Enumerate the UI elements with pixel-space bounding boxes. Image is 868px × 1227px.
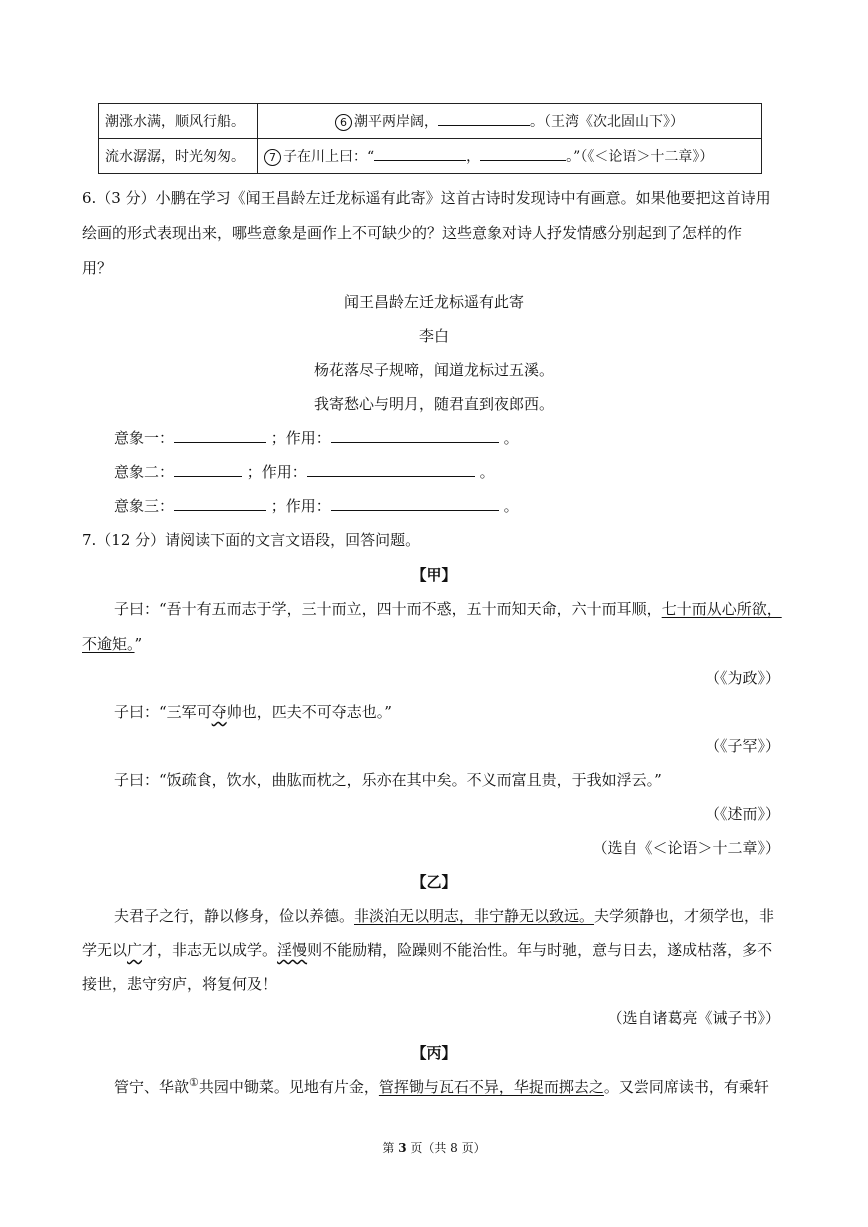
fill-blank[interactable]: [174, 462, 242, 477]
underlined-text: 管挥锄与瓦石不异，华捉而掷去之: [378, 1078, 604, 1096]
bing-line1: [114, 1077, 769, 1097]
jia-p1-line2: [82, 634, 142, 654]
table-row: [99, 139, 762, 174]
text-run: 子曰：“吾十有五而志于学，三十而立，四十而不惑，五十而知天命，六十而耳顺，: [114, 600, 662, 618]
jia-p1-line1: [114, 599, 782, 619]
section-heading-yi: 【乙】: [411, 873, 457, 891]
imagery-label: 意象二：: [114, 463, 175, 481]
text-run: ”: [134, 635, 143, 653]
table-row: [99, 104, 762, 139]
imagery-label: 意象一：: [114, 429, 175, 447]
text-run: 夫学须静也，才须学也，非: [594, 907, 775, 925]
jia-p2: [114, 702, 392, 722]
footer-text: 第: [382, 1141, 399, 1155]
underlined-text: 非淡泊无以明志，非宁静无以致远。: [354, 907, 595, 925]
q7-intro: 7.（12 分）请阅读下面的文言文语段，回答问题。: [82, 531, 421, 549]
verse-comma: ，: [466, 149, 481, 165]
page-number: 3: [398, 1141, 407, 1155]
poem-title: 闻王昌龄左迁龙标遥有此寄: [343, 293, 524, 311]
yi-line2: [82, 940, 772, 960]
text-run: 帅也，匹夫不可夺志也。”: [226, 703, 392, 721]
jia-p3: 子曰：“饭疏食，饮水，曲肱而枕之，乐亦在其中矣。不义而富且贵，于我如浮云。”: [114, 771, 662, 789]
imagery-sep: ；作用：: [246, 463, 307, 481]
q6-line1: 6.（3 分）小鹏在学习《闻王昌龄左迁龙标遥有此寄》这首古诗时发现诗中有画意。如果他要把这首诗用: [82, 189, 771, 207]
imagery-sep: ；作用：: [270, 497, 331, 515]
text-run: 管宁、华歆: [114, 1078, 190, 1096]
poem-author: 李白: [418, 327, 449, 345]
text-run: 共园中锄菜。见地有片金，: [198, 1078, 379, 1096]
text-run: 学无以: [82, 941, 128, 959]
fill-blank[interactable]: [480, 146, 566, 161]
imagery-sep: ；作用：: [270, 429, 331, 447]
verse-source: 。”（《＜论语＞十二章》）: [566, 149, 714, 165]
scene-cell: 潮涨水满，顺风行船。: [99, 104, 258, 139]
footer-text: 页（共 8 页）: [406, 1141, 486, 1155]
poem-line: 我寄愁心与明月，随君直到夜郎西。: [313, 395, 554, 413]
verse-prefix: 子在川上曰：“: [283, 149, 375, 165]
text-run: 则不能励精，险躁则不能治性。年与时驰，意与日去，遂成枯落，多不: [307, 941, 773, 959]
fill-blank[interactable]: [331, 428, 499, 443]
underlined-text: 不逾矩。: [82, 635, 135, 653]
wavy-underlined-text: 淫慢: [277, 941, 308, 959]
fill-blank[interactable]: [174, 428, 266, 443]
source-note: （《子罕》）: [704, 737, 780, 755]
q6-line2: 绘画的形式表现出来，哪些意象是画作上不可缺少的？这些意象对诗人抒发情感分别起到了怎样的作: [82, 224, 743, 242]
imagery-label: 意象三：: [114, 497, 175, 515]
fill-blank[interactable]: [374, 146, 466, 161]
q6-line3: 用？: [82, 259, 113, 277]
imagery-row-1: [114, 428, 519, 448]
poem-fill-table: [98, 103, 762, 174]
imagery-row-2: [114, 462, 495, 482]
wavy-underlined-text: 广: [127, 941, 143, 959]
fill-blank[interactable]: [438, 111, 530, 126]
wavy-underlined-text: 夺: [211, 703, 227, 721]
answer-cell: [258, 139, 762, 174]
yi-line3: 接世，悲守穷庐，将复何及！: [82, 975, 278, 993]
imagery-end: 。: [479, 463, 495, 481]
yi-line1: [114, 906, 774, 926]
verse-source: 。（王湾《次北固山下》）: [530, 114, 684, 130]
imagery-end: 。: [503, 497, 519, 515]
imagery-row-3: [114, 496, 519, 516]
poem-line: 杨花落尽子规啼，闻道龙标过五溪。: [313, 361, 554, 379]
section-heading-bing: 【丙】: [411, 1044, 457, 1062]
text-run: 。又尝同席读书，有乘轩: [603, 1078, 769, 1096]
source-note: （选自诸葛亮《诫子书》）: [607, 1009, 780, 1027]
circled-number: 7: [264, 149, 281, 166]
source-note: （《述而》）: [704, 805, 780, 823]
text-run: 才，非志无以成学。: [142, 941, 278, 959]
source-note: （《为政》）: [704, 669, 780, 687]
section-heading-jia: 【甲】: [411, 566, 457, 584]
fill-blank[interactable]: [331, 496, 499, 511]
verse-prefix: 潮平两岸阔，: [354, 114, 438, 130]
text-run: 子曰：“三军可: [114, 703, 212, 721]
page-footer: [0, 1138, 868, 1158]
circled-number: 6: [335, 114, 352, 131]
answer-cell: [258, 104, 762, 139]
source-note: （选自《＜论语＞十二章》）: [592, 839, 780, 857]
text-run: 夫君子之行，静以修身，俭以养德。: [114, 907, 355, 925]
underlined-text: 七十而从心所欲，: [661, 600, 782, 618]
fill-blank[interactable]: [174, 496, 266, 511]
footnote-marker: ①: [189, 1076, 199, 1089]
scene-cell: 流水潺潺，时光匆匆。: [99, 139, 258, 174]
imagery-end: 。: [503, 429, 519, 447]
fill-blank[interactable]: [307, 462, 475, 477]
